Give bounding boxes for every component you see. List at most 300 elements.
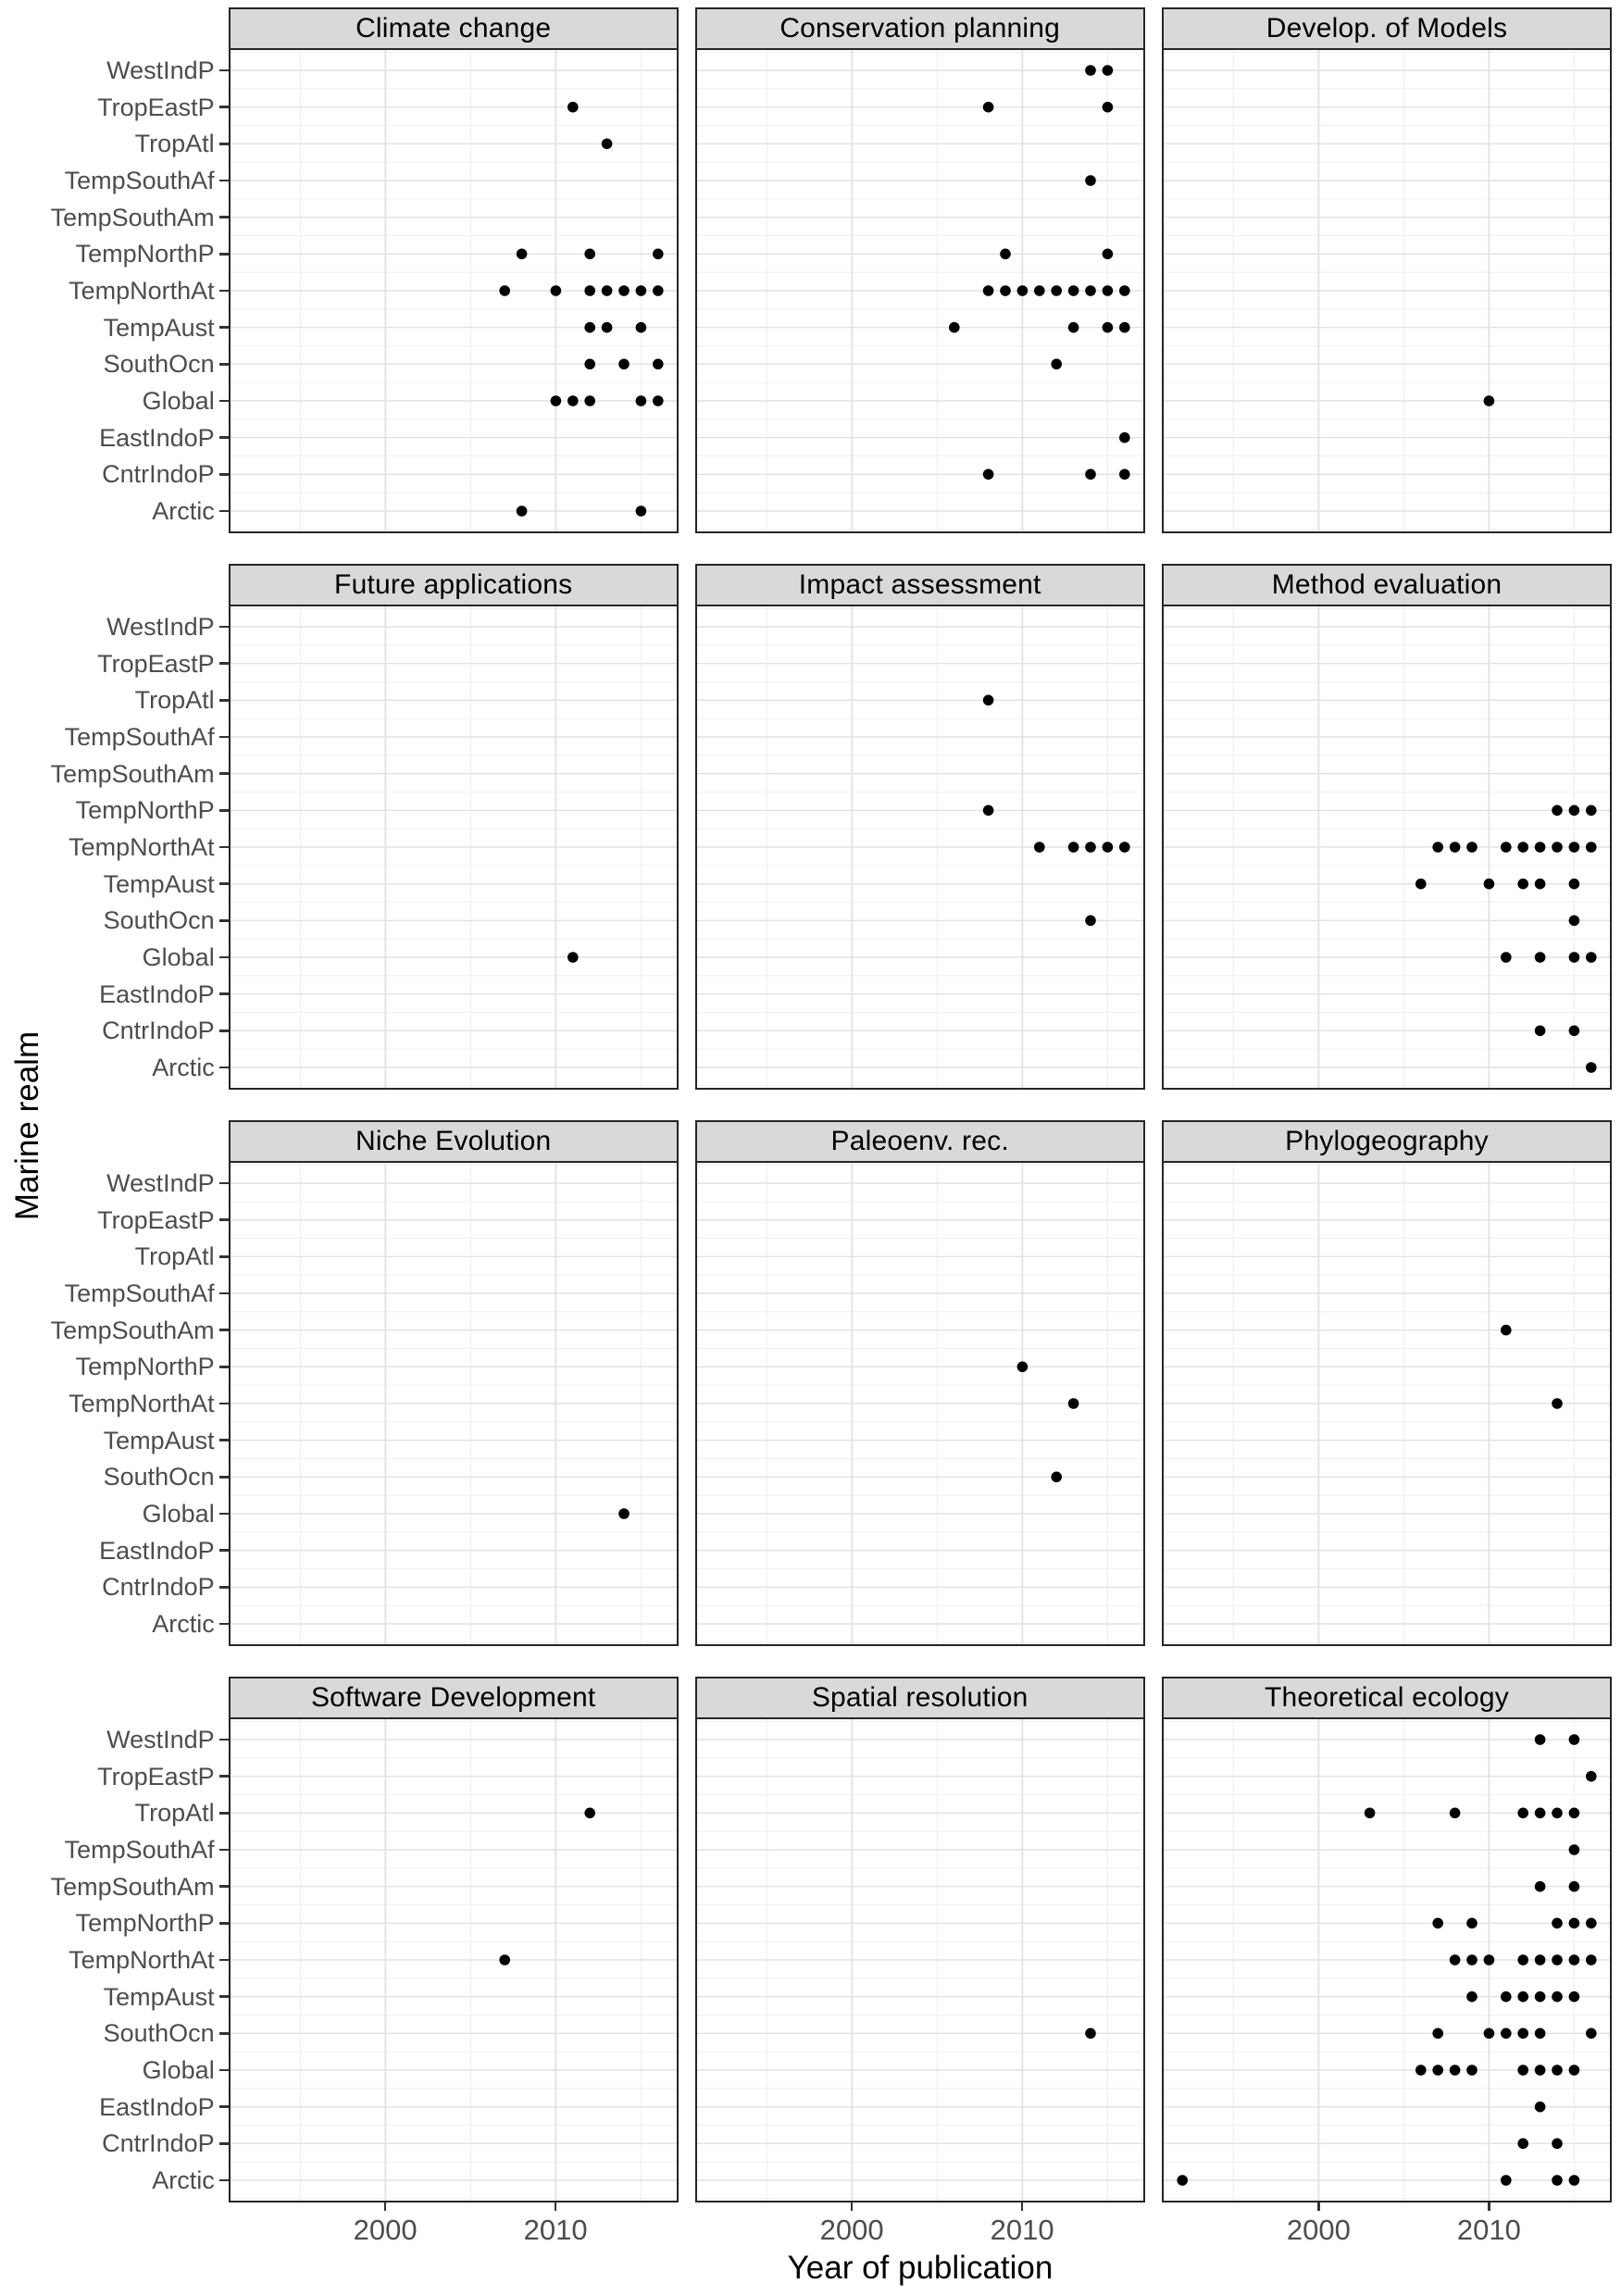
data-point [584, 285, 595, 296]
y-tick-label: SouthOcn [103, 2019, 215, 2048]
y-tick-label: TempNorthP [75, 796, 215, 825]
data-points [1085, 2028, 1096, 2040]
x-tick-mark [384, 2202, 386, 2211]
y-tick-label: WestIndP [106, 1726, 215, 1753]
data-points [567, 952, 579, 963]
data-point [1085, 842, 1096, 853]
x-axis-title: Year of publication [787, 2250, 1054, 2286]
y-tick-label: TempSouthAf [64, 167, 215, 194]
data-point [635, 322, 646, 333]
data-point [1034, 842, 1045, 853]
data-point [1569, 952, 1580, 963]
y-tick-label: TempSouthAm [50, 759, 215, 788]
x-tick-label: 2000 [819, 2214, 884, 2246]
facet-panel-conservation-planning [695, 48, 1145, 533]
facet-panel-method-evaluation [1162, 605, 1612, 1090]
data-point [1586, 1918, 1597, 1929]
y-tick-mark [219, 1182, 229, 1184]
y-tick-mark [219, 1329, 229, 1330]
data-point [1517, 1808, 1528, 1819]
data-point [1552, 805, 1563, 817]
data-point [1102, 285, 1113, 296]
data-point [1535, 1026, 1546, 1037]
data-point [1552, 2175, 1563, 2186]
y-tick-mark [219, 1218, 229, 1220]
data-point [1535, 1954, 1546, 1965]
data-point [1432, 842, 1443, 853]
data-point [1051, 285, 1062, 296]
data-point [1586, 1954, 1597, 1965]
data-point [1415, 879, 1427, 890]
x-tick-label: 2000 [353, 2214, 418, 2246]
y-tick-mark [219, 956, 229, 958]
data-points [618, 1508, 630, 1519]
data-point [567, 102, 579, 113]
data-points [1484, 395, 1495, 406]
data-point [1535, 1881, 1546, 1892]
y-tick-label: Global [142, 2056, 215, 2084]
facet-strip-paleoenv-rec: Paleoenv. rec. [695, 1120, 1145, 1163]
y-tick-label: TropAtl [134, 1242, 215, 1271]
data-point [1552, 1398, 1563, 1409]
y-tick-mark [219, 1366, 229, 1367]
data-point [1102, 842, 1113, 853]
y-tick-label: CntrIndoP [102, 1017, 215, 1045]
data-point [1535, 842, 1546, 853]
y-tick-label: Arctic [152, 497, 215, 525]
data-point [1535, 2028, 1546, 2040]
gridlines [231, 1163, 677, 1644]
data-point [1535, 2065, 1546, 2076]
facet-strip-impact-assessment: Impact assessment [695, 564, 1145, 606]
data-point [584, 1808, 595, 1819]
data-point [1432, 2065, 1443, 2076]
data-point [1569, 1808, 1580, 1819]
data-point [1450, 2065, 1461, 2076]
facet-plot-area-impact-assessment [697, 606, 1143, 1088]
y-tick-label: Arctic [152, 1610, 215, 1638]
data-point [1569, 879, 1580, 890]
data-point [1067, 1398, 1079, 1409]
data-point [1569, 1734, 1580, 1745]
data-point [516, 505, 527, 517]
data-point [1517, 2065, 1528, 2076]
y-tick-label: Global [142, 943, 215, 971]
data-point [982, 805, 993, 817]
x-tick-label: 2010 [1456, 2214, 1521, 2246]
y-tick-label: TropEastP [97, 1205, 215, 1234]
facet-panel-theoretical-ecology [1162, 1717, 1612, 2202]
y-tick-mark [219, 216, 229, 218]
data-point [1102, 65, 1113, 76]
facet-strip-phylogeography: Phylogeography [1162, 1120, 1612, 1163]
data-point [1119, 469, 1130, 480]
data-point [584, 359, 595, 370]
y-tick-mark [219, 1775, 229, 1777]
data-point [1586, 842, 1597, 853]
data-point [1501, 1325, 1512, 1336]
data-point [1432, 2028, 1443, 2040]
y-tick-label: TempSouthAm [50, 1872, 215, 1901]
data-point [1517, 1954, 1528, 1965]
facet-panel-phylogeography [1162, 1161, 1612, 1646]
facet-plot-area-paleoenv-rec [697, 1163, 1143, 1644]
data-point [618, 1508, 630, 1519]
y-tick-mark [219, 69, 229, 71]
y-tick-label: TempSouthAf [64, 1279, 215, 1307]
data-point [1067, 842, 1079, 853]
y-tick-mark [219, 1439, 229, 1441]
facet-plot-area-method-evaluation [1164, 606, 1610, 1088]
y-tick-mark [219, 1739, 229, 1741]
y-tick-mark [219, 363, 229, 365]
data-point [1085, 65, 1096, 76]
data-point [1051, 359, 1062, 370]
y-tick-label: TropAtl [134, 130, 215, 158]
y-tick-label: SouthOcn [103, 906, 215, 935]
data-point [1034, 285, 1045, 296]
y-axis-title: Marine realm [9, 1030, 45, 1221]
y-tick-mark [219, 253, 229, 255]
y-tick-mark [219, 326, 229, 328]
y-tick-mark [219, 846, 229, 848]
data-point [1569, 842, 1580, 853]
data-point [1119, 322, 1130, 333]
data-point [550, 285, 561, 296]
y-tick-label: TempAust [103, 1426, 215, 1454]
data-point [1119, 285, 1130, 296]
data-point [1552, 1918, 1563, 1929]
y-tick-mark [219, 882, 229, 884]
y-tick-label: TempAust [103, 313, 215, 342]
facet-panel-impact-assessment [695, 605, 1145, 1090]
facet-plot-area-climate-change [231, 50, 677, 531]
y-tick-mark [219, 143, 229, 144]
facet-plot-area-future-applications [231, 606, 677, 1088]
facet-panel-spatial-resolution [695, 1717, 1145, 2202]
data-point [1102, 102, 1113, 113]
facet-plot-area-spatial-resolution [697, 1719, 1143, 2201]
data-point [1535, 1991, 1546, 2003]
y-tick-label: SouthOcn [103, 350, 215, 379]
y-tick-mark [219, 1067, 229, 1068]
data-point [1501, 1991, 1512, 2003]
data-point [1569, 805, 1580, 817]
data-point [982, 285, 993, 296]
data-point [1016, 285, 1028, 296]
data-point [1119, 842, 1130, 853]
data-point [1484, 879, 1495, 890]
data-point [1586, 805, 1597, 817]
data-point [1466, 2065, 1478, 2076]
facet-panel-climate-change [229, 48, 679, 533]
facet-panel-niche-evolution [229, 1161, 679, 1646]
facet-strip-climate-change: Climate change [229, 7, 679, 50]
x-tick-label: 2000 [1286, 2214, 1351, 2246]
y-tick-label: TempNorthAt [69, 833, 215, 861]
data-point [1569, 1954, 1580, 1965]
data-point [1365, 1808, 1376, 1819]
y-tick-mark [219, 1885, 229, 1887]
y-tick-label: WestIndP [106, 1169, 215, 1197]
data-point [1102, 249, 1113, 260]
y-tick-mark [219, 400, 229, 402]
data-point [618, 359, 630, 370]
y-tick-mark [219, 1476, 229, 1478]
data-point [1000, 249, 1011, 260]
x-tick-mark [1317, 2202, 1319, 2211]
facet-strip-theoretical-ecology: Theoretical ecology [1162, 1677, 1612, 1719]
data-point [1016, 1362, 1028, 1373]
data-point [1085, 285, 1096, 296]
data-point [1517, 2028, 1528, 2040]
y-tick-label: CntrIndoP [102, 1573, 215, 1602]
data-point [1067, 322, 1079, 333]
data-point [982, 469, 993, 480]
data-point [1552, 1954, 1563, 1965]
x-tick-mark [1488, 2202, 1490, 2211]
data-point [1569, 1991, 1580, 2003]
data-point [1569, 1844, 1580, 1855]
y-tick-mark [219, 1586, 229, 1588]
y-tick-label: Arctic [152, 1054, 215, 1081]
y-tick-label: TropAtl [134, 686, 215, 715]
facet-plot-area-conservation-planning [697, 50, 1143, 531]
y-tick-mark [219, 1255, 229, 1257]
facet-strip-conservation-planning: Conservation planning [695, 7, 1145, 50]
data-point [1085, 2028, 1096, 2040]
data-point [1569, 1918, 1580, 1929]
data-point [1432, 1918, 1443, 1929]
y-tick-label: Arctic [152, 2166, 215, 2194]
data-point [1535, 952, 1546, 963]
y-tick-mark [219, 919, 229, 921]
y-tick-mark [219, 2105, 229, 2107]
y-tick-label: EastIndoP [99, 423, 215, 452]
y-tick-label: EastIndoP [99, 1536, 215, 1565]
facet-plot-area-theoretical-ecology [1164, 1719, 1610, 2201]
data-point [1552, 842, 1563, 853]
x-tick-mark [851, 2202, 853, 2211]
y-tick-mark [219, 699, 229, 701]
x-tick-label: 2010 [523, 2214, 588, 2246]
facet-plot-area-software-development [231, 1719, 677, 2201]
x-tick-label: 2010 [990, 2214, 1054, 2246]
data-point [1450, 1954, 1461, 1965]
y-tick-mark [219, 1549, 229, 1551]
data-point [1535, 1808, 1546, 1819]
y-tick-mark [219, 1623, 229, 1625]
data-point [1517, 1991, 1528, 2003]
data-point [567, 952, 579, 963]
facet-panel-paleoenv-rec [695, 1161, 1145, 1646]
data-point [1552, 1808, 1563, 1819]
y-tick-mark [219, 473, 229, 475]
y-tick-label: TempSouthAf [64, 1836, 215, 1864]
data-point [1119, 432, 1130, 443]
y-tick-mark [219, 180, 229, 181]
data-point [1501, 952, 1512, 963]
data-point [1415, 2065, 1427, 2076]
data-point [1177, 2175, 1188, 2186]
facet-strip-software-development: Software Development [229, 1677, 679, 1719]
data-point [1450, 842, 1461, 853]
y-tick-mark [219, 736, 229, 738]
data-point [1535, 2102, 1546, 2113]
data-point [982, 102, 993, 113]
data-point [1085, 175, 1096, 186]
data-point [1067, 285, 1079, 296]
data-point [1535, 879, 1546, 890]
data-point [653, 249, 664, 260]
data-point [1466, 1991, 1478, 2003]
y-tick-mark [219, 1513, 229, 1515]
facet-strip-spatial-resolution: Spatial resolution [695, 1677, 1145, 1719]
y-tick-label: Global [142, 1500, 215, 1528]
data-point [516, 249, 527, 260]
data-point [1535, 1734, 1546, 1745]
data-point [1501, 2028, 1512, 2040]
y-tick-label: WestIndP [106, 56, 215, 84]
data-point [1552, 1991, 1563, 2003]
facet-panel-develop-of-models [1162, 48, 1612, 533]
y-tick-mark [219, 2142, 229, 2144]
y-tick-label: Global [142, 387, 215, 415]
y-tick-mark [219, 510, 229, 512]
y-tick-label: TropEastP [97, 93, 215, 121]
y-tick-label: EastIndoP [99, 2092, 215, 2121]
y-tick-label: TempAust [103, 1982, 215, 2011]
gridlines [231, 606, 677, 1088]
data-point [1051, 1472, 1062, 1483]
y-tick-label: CntrIndoP [102, 2129, 215, 2158]
data-point [1569, 1881, 1580, 1892]
y-tick-mark [219, 1959, 229, 1961]
data-point [635, 505, 646, 517]
y-tick-label: TropEastP [97, 1762, 215, 1791]
data-point [635, 285, 646, 296]
data-point [1569, 2065, 1580, 2076]
data-point [1102, 322, 1113, 333]
data-point [550, 395, 561, 406]
data-point [1501, 2175, 1512, 2186]
data-point [584, 249, 595, 260]
data-point [618, 285, 630, 296]
y-tick-mark [219, 1292, 229, 1294]
data-point [1000, 285, 1011, 296]
y-tick-mark [219, 106, 229, 107]
data-point [653, 395, 664, 406]
y-tick-label: TropEastP [97, 649, 215, 678]
y-tick-label: TempNorthAt [69, 277, 215, 305]
data-point [601, 139, 612, 150]
y-tick-mark [219, 1403, 229, 1404]
data-point [1586, 1771, 1597, 1782]
data-point [601, 285, 612, 296]
data-point [1569, 1026, 1580, 1037]
y-tick-mark [219, 626, 229, 628]
y-tick-mark [219, 1812, 229, 1814]
data-point [1552, 2139, 1563, 2150]
facet-strip-niche-evolution: Niche Evolution [229, 1120, 679, 1163]
data-point [1552, 2065, 1563, 2076]
data-point [1466, 1918, 1478, 1929]
gridlines [231, 1719, 677, 2201]
facet-strip-method-evaluation: Method evaluation [1162, 564, 1612, 606]
y-tick-label: TempNorthP [75, 1353, 215, 1381]
data-point [1484, 1954, 1495, 1965]
data-point [1586, 1062, 1597, 1073]
y-tick-mark [219, 436, 229, 438]
y-tick-mark [219, 662, 229, 664]
facet-plot-area-niche-evolution [231, 1163, 677, 1644]
y-tick-label: SouthOcn [103, 1463, 215, 1491]
y-tick-label: TropAtl [134, 1799, 215, 1828]
data-point [584, 322, 595, 333]
facet-strip-future-applications: Future applications [229, 564, 679, 606]
data-point [1586, 2028, 1597, 2040]
data-point [1517, 842, 1528, 853]
y-tick-label: TempNorthP [75, 240, 215, 268]
data-point [567, 395, 579, 406]
gridlines [1164, 1163, 1610, 1644]
y-tick-label: TempSouthAf [64, 723, 215, 751]
data-point [1569, 916, 1580, 927]
data-point [601, 322, 612, 333]
facet-plot-area-develop-of-models [1164, 50, 1610, 531]
y-tick-label: WestIndP [106, 613, 215, 641]
y-tick-mark [219, 809, 229, 811]
facet-plot-area-phylogeography [1164, 1163, 1610, 1644]
data-point [1586, 952, 1597, 963]
data-point [1501, 842, 1512, 853]
data-point [1517, 879, 1528, 890]
y-tick-mark [219, 1029, 229, 1031]
y-tick-mark [219, 2069, 229, 2071]
data-point [982, 695, 993, 706]
data-point [1569, 2175, 1580, 2186]
gridlines [1164, 50, 1610, 531]
y-tick-label: CntrIndoP [102, 460, 215, 489]
data-point [1466, 1954, 1478, 1965]
data-point [1466, 842, 1478, 853]
data-point [1484, 395, 1495, 406]
x-tick-mark [555, 2202, 556, 2211]
data-point [499, 1954, 510, 1965]
y-tick-label: EastIndoP [99, 980, 215, 1008]
y-tick-label: TempNorthP [75, 1909, 215, 1938]
y-tick-label: TempNorthAt [69, 1946, 215, 1974]
y-tick-label: TempAust [103, 869, 215, 898]
y-tick-mark [219, 290, 229, 292]
data-point [1085, 469, 1096, 480]
facet-strip-develop-of-models: Develop. of Models [1162, 7, 1612, 50]
facet-panel-future-applications [229, 605, 679, 1090]
data-point [1450, 1808, 1461, 1819]
y-tick-mark [219, 2179, 229, 2181]
y-tick-label: TempNorthAt [69, 1390, 215, 1417]
data-point [1484, 2028, 1495, 2040]
y-tick-mark [219, 772, 229, 774]
y-tick-label: TempSouthAm [50, 203, 215, 231]
y-tick-mark [219, 2032, 229, 2034]
data-point [949, 322, 960, 333]
y-tick-mark [219, 1849, 229, 1851]
data-point [653, 359, 664, 370]
x-tick-mark [1021, 2202, 1023, 2211]
y-tick-mark [219, 1995, 229, 1997]
gridlines [697, 1719, 1143, 2201]
